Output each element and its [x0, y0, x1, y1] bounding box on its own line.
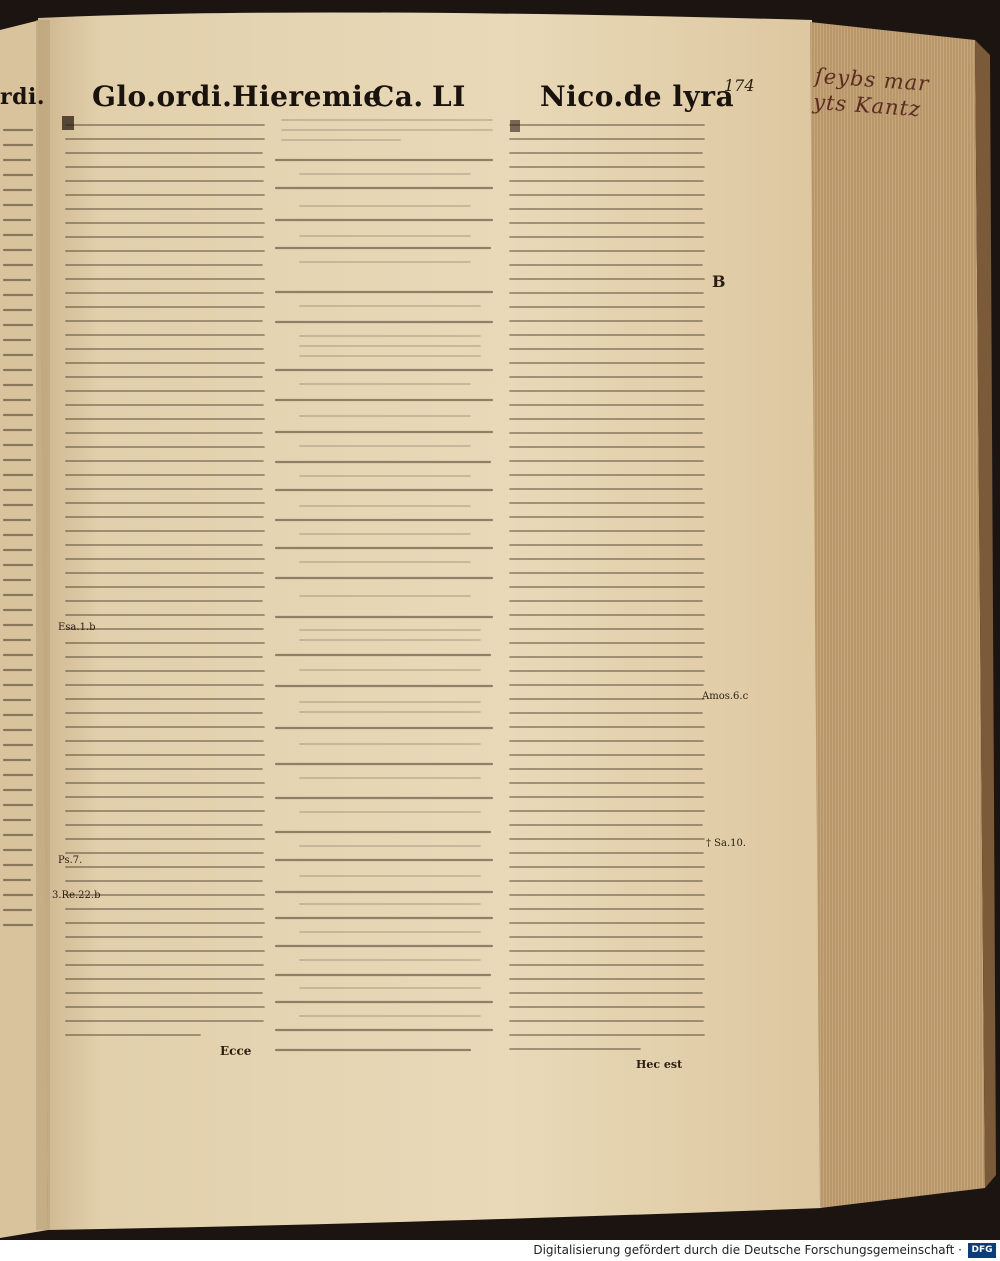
footer-text: Digitalisierung gefördert durch die Deutsche Forschungsgemeinschaft · [533, 1243, 962, 1257]
margin-note-3: 3.Re.22.b [52, 890, 101, 901]
handwritten-note: ſeybs mar yts Kantz [812, 63, 931, 122]
running-head-chapter-label: Ca. [372, 80, 424, 113]
running-head-left: Glo.ordi. [92, 80, 233, 113]
dfg-logo: DFG [968, 1243, 996, 1258]
margin-note-sa: † Sa.10. [706, 838, 747, 849]
left-page-head: rdi. [0, 84, 45, 110]
running-head-center: Hieremie [232, 80, 382, 113]
running-head-chapter-number: LI [432, 80, 466, 113]
margin-note-2: Ps.7. [58, 855, 83, 866]
running-head-right: Nico.de lyra [540, 80, 735, 113]
margin-note-1: Esa.1.b [58, 622, 96, 633]
initial-capital-left [62, 116, 74, 130]
interlinear-gloss [282, 120, 492, 1016]
folio-number: 174 [724, 76, 755, 95]
catchword-right: Hec est [636, 1058, 683, 1071]
catchword-left: Ecce [220, 1044, 252, 1058]
lyra-column-right [510, 125, 704, 1049]
margin-note-amos: Amos.6.c [702, 691, 749, 702]
initial-capital-right [510, 120, 520, 132]
bible-text-column [276, 160, 492, 1050]
margin-letter-B: B [712, 272, 726, 291]
footer-bar [0, 1240, 1000, 1261]
